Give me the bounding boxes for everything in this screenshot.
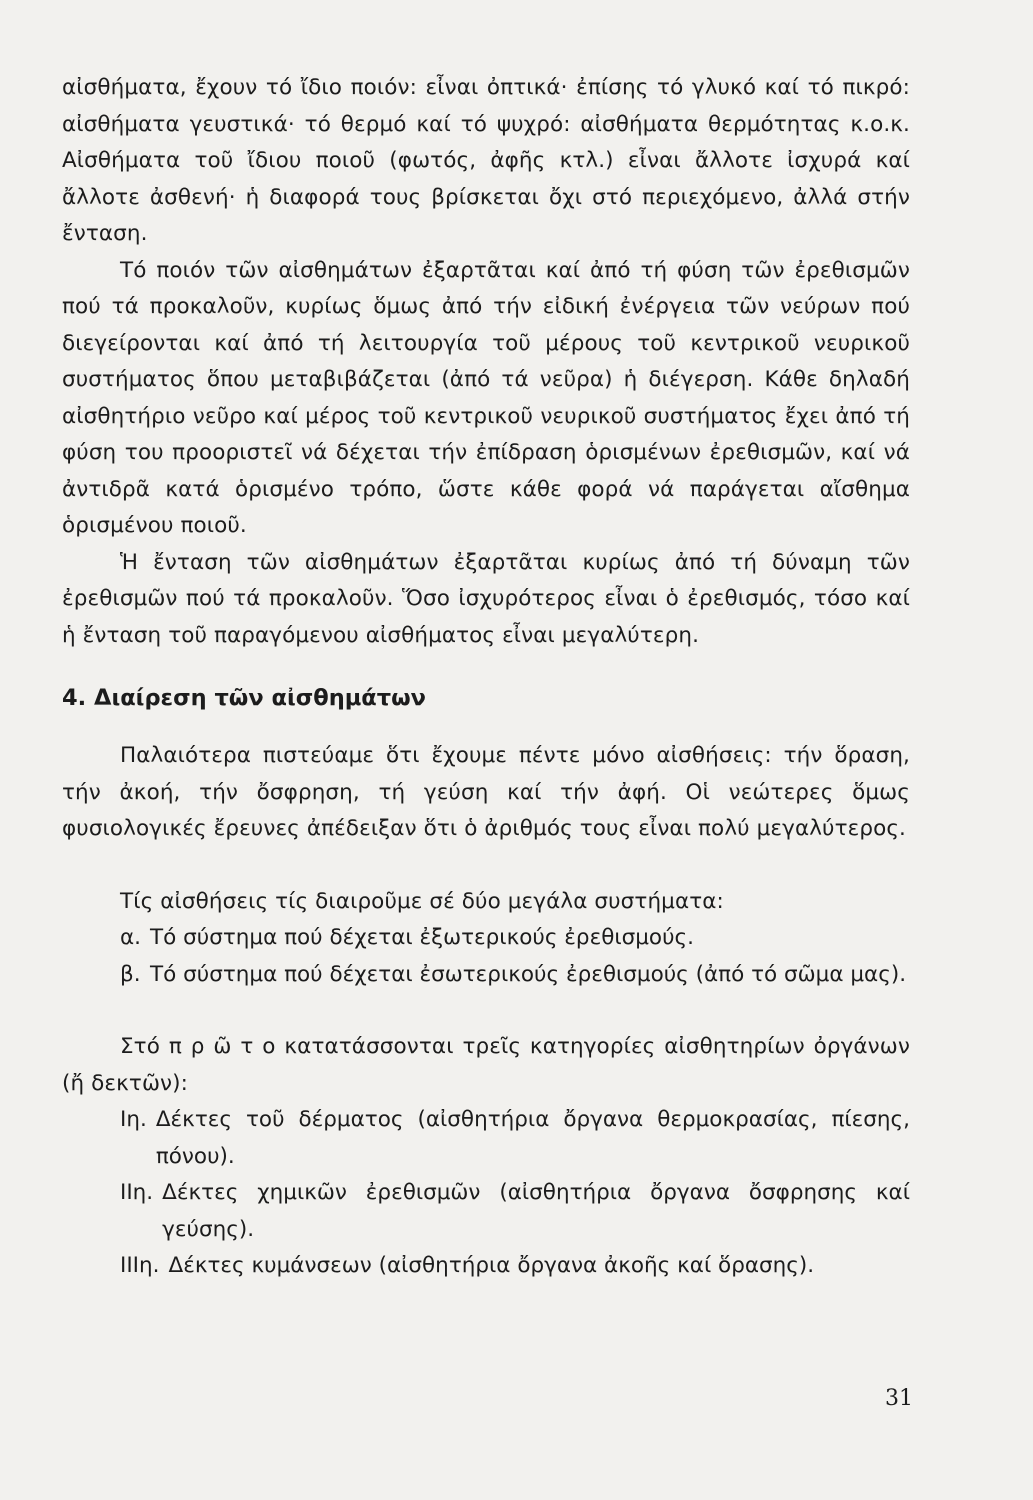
paragraph-6-start: Στό	[120, 1034, 169, 1059]
list-marker: IIIη.	[120, 1253, 160, 1278]
systems-list	[62, 920, 910, 993]
page-number: 31	[885, 1386, 913, 1411]
list-item-text: Τό σύστημα πού δέχεται ἐσωτερικούς ἐρεθισμούς (ἀπό τό σῶμα μας).	[150, 961, 907, 987]
list-item	[62, 1175, 910, 1248]
list-item	[62, 1248, 910, 1285]
paragraph-5: Τίς αἰσθήσεις τίς διαιροῦμε σέ δύο μεγάλα συστήματα:	[120, 888, 724, 914]
emphasis-protos: π ρ ῶ τ ο	[168, 1034, 276, 1059]
list-marker: α.	[120, 925, 142, 950]
list-marker: Iη.	[120, 1107, 147, 1132]
list-item-text: Δέκτες χημικῶν ἐρεθισμῶν (αἰσθητήρια ὄργανα ὄσφρησης καί γεύσης).	[162, 1180, 910, 1242]
list-item-text: Δέκτες τοῦ δέρματος (αἰσθητήρια ὄργανα θερμοκρασίας, πίεσης, πόνου).	[155, 1107, 910, 1169]
paragraph-6	[62, 1029, 910, 1102]
paragraph-6-end: κατατάσσονται τρεῖς κατηγορίες αἰσθητηρίων ὀργάνων (ἤ δεκτῶν):	[62, 1034, 910, 1096]
list-marker: IIη.	[120, 1180, 154, 1205]
paragraph-2: Τό ποιόν τῶν αἰσθημάτων ἐξαρτᾶται καί ἀπό τή φύση τῶν ἐρεθισμῶν πού τά προκαλοῦν, κυρίως ὅμως ἀπό τήν εἰδική ἐνέργεια τῶν νεύρων πού διεγείρονται καί ἀπό τή λειτουργία τοῦ μέρους τοῦ κεντρικοῦ νευρικοῦ συστήματος ὅπου μεταβιβάζεται (ἀπό τά νεῦρα) ἡ διέγερση. Κάθε δηλαδή αἰσθητήριο νεῦρο καί μέρος τοῦ κεντρικοῦ νευρικοῦ συστήματος ἔχει ἀπό τή φύση του προοριστεῖ νά δέχεται τήν ἐπίδραση ὁρισμένων ἐρεθισμῶν, καί νά ἀντιδρᾶ κατά ὁρισμένο τρόπο, ὥστε κάθε φορά νά παράγεται αἴσθημα ὁρισμένου ποιοῦ.	[62, 257, 910, 538]
paragraph-3: Ἡ ἔνταση τῶν αἰσθημάτων ἐξαρτᾶται κυρίως ἀπό τή δύναμη τῶν ἐρεθισμῶν πού τά προκαλοῦν. Ὅσο ἰσχυρότερος εἶναι ὁ ἐρεθισμός, τόσο καί ἡ ἔνταση τοῦ παραγόμενου αἰσθήματος εἶναι μεγαλύτερη.	[62, 549, 910, 648]
spacer	[62, 993, 910, 1029]
page-body	[62, 70, 910, 1450]
categories-list	[62, 1102, 910, 1285]
list-item	[62, 1102, 910, 1175]
spacer	[62, 848, 910, 884]
section-heading: 4. Διαίρεση τῶν αἰσθημάτων	[62, 685, 426, 711]
list-item-text: Δέκτες κυμάνσεων (αἰσθητήρια ὄργανα ἀκοῆς καί ὅρασης).	[168, 1253, 815, 1278]
list-marker: β.	[120, 961, 141, 987]
paragraph-1: αἰσθήματα, ἔχουν τό ἴδιο ποιόν: εἶναι ὀπτικά· ἐπίσης τό γλυκό καί τό πικρό: αἰσθήματα γευστικά· τό θερμό καί τό ψυχρό: αἰσθήματα θερμότητας κ.ο.κ. Αἰσθήματα τοῦ ἴδιου ποιοῦ (φωτός, ἀφῆς κτλ.) εἶναι ἄλλοτε ἰσχυρά καί ἄλλοτε ἀσθενή· ἡ διαφορά τους βρίσκεται ὄχι στό περιεχόμενο, ἀλλά στήν ἔνταση.	[62, 75, 910, 246]
list-item	[62, 920, 910, 957]
paragraph-4: Παλαιότερα πιστεύαμε ὅτι ἔχουμε πέντε μόνο αἰσθήσεις: τήν ὅραση, τήν ἀκοή, τήν ὄσφρηση, τή γεύση καί τήν ἀφή. Οἱ νεώτερες ὅμως φυσιολογικές ἔρευνες ἀπέδειξαν ὅτι ὁ ἀριθμός τους εἶναι πολύ μεγαλύτερος.	[62, 743, 910, 841]
list-item	[62, 957, 910, 994]
list-item-text: Τό σύστημα πού δέχεται ἐξωτερικούς ἐρεθισμούς.	[150, 925, 694, 950]
